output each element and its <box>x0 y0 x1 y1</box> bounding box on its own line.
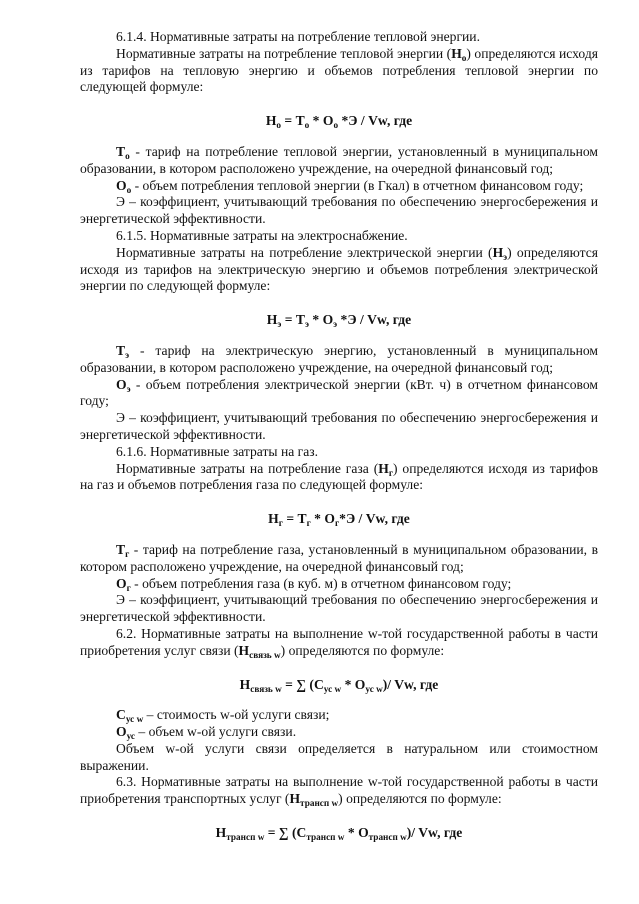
power-heading: 6.1.5. Нормативные затраты на электроснабжение. <box>116 227 408 243</box>
transport-intro: 6.3. Нормативные затраты на выполнение w-той государственной работы в части приобретения транспортных услуг $(Н_{трансп w})$ определяются по формуле: <box>80 774 598 809</box>
power-def-coef: Э – коэффициент, учитывающий требования по обеспечению энергосбережения и энергетической эффективности. <box>80 410 598 442</box>
gas-formula: $Н_г = Т_г * О_г*Э / Vw$, где <box>268 511 410 528</box>
heat-def-volume: $О_о$ - объем потребления тепловой энергии (в Гкал) в отчетном финансовом году; <box>116 177 584 195</box>
heat-heading: 6.1.4. Нормативные затраты на потребление тепловой энергии. <box>116 29 480 44</box>
document-page <box>80 29 598 856</box>
gas-intro: Нормативные затраты на потребление газа $(Н_г)$ определяются исходя из тарифов на газ и объемов потребления газа по следующей формуле: <box>80 460 598 493</box>
comm-note: Объем w-ой услуги связи определяется в натуральном или стоимостном выражении. <box>80 740 598 773</box>
gas-def-tariff: $Т_г$ - тариф на потребление газа, установленный в муниципальном образовании, в котором расположено учреждение, на очередной финансовый год; <box>80 541 598 574</box>
power-intro: Нормативные затраты на потребление электрической энергии $(Н_э)$ определяются исходя из тарифов на электрическую энергию и объемов потребления электрической энергии по следующей формуле: <box>80 244 598 294</box>
heat-intro: Нормативные затраты на потребление тепловой энергии $(Н_о)$ определяются исходя из тарифов на тепловую энергию и объемов потребления тепловой энергии по следующей формуле: <box>80 45 598 95</box>
gas-heading: 6.1.6. Нормативные затраты на газ. <box>116 443 319 459</box>
power-formula: $Н_э = Т_э * О_э$ *Э / Vw, где <box>266 312 412 329</box>
comm-formula: $Н_{связь w}$ = ∑ $(С_{ус w} * О_{ус w})/$ Vw, где <box>239 676 439 694</box>
power-def-tariff: $Т_э$ - тариф на электрическую энергию, установленный в муниципальном образовании, в котором расположено учреждение, на очередной финансовый год; <box>80 342 598 375</box>
comm-intro: 6.2. Нормативные затраты на выполнение w-той государственной работы в части приобретения услуг связи $(Н_{связь w})$ определяются по формуле: <box>80 625 598 660</box>
heat-def-coef: Э – коэффициент, учитывающий требования по обеспечению энергосбережения и энергетической эффективности. <box>80 194 598 227</box>
heat-def-tariff: $Т_о$ - тариф на потребление тепловой энергии, установленный в муниципальном образовании, в котором расположено учреждение, на очередной финансовый год; <box>80 143 598 176</box>
transport-formula: $Н_{трансп w}$ = ∑ $(С_{трансп w} * О_{трансп w})/$ Vw, где <box>215 825 463 842</box>
comm-def-cost: $С_{ус w}$ – стоимость w-ой услуги связи; <box>116 707 330 725</box>
gas-def-coef: Э – коэффициент, учитывающий требования по обеспечению энергосбережения и энергетической эффективности. <box>80 592 598 625</box>
gas-def-volume: $О_г$ - объем потребления газа (в куб. м) в отчетном финансовом году; <box>116 575 512 593</box>
heat-formula: $Н_о = Т_о * О_о$ *Э / Vw, где <box>265 113 413 130</box>
comm-def-volume: $О_{ус}$ – объем w-ой услуги связи. <box>116 724 297 741</box>
power-def-volume: $О_э$ - объем потребления электрической энергии (кВт. ч) в отчетном финансовом году; <box>80 376 598 409</box>
